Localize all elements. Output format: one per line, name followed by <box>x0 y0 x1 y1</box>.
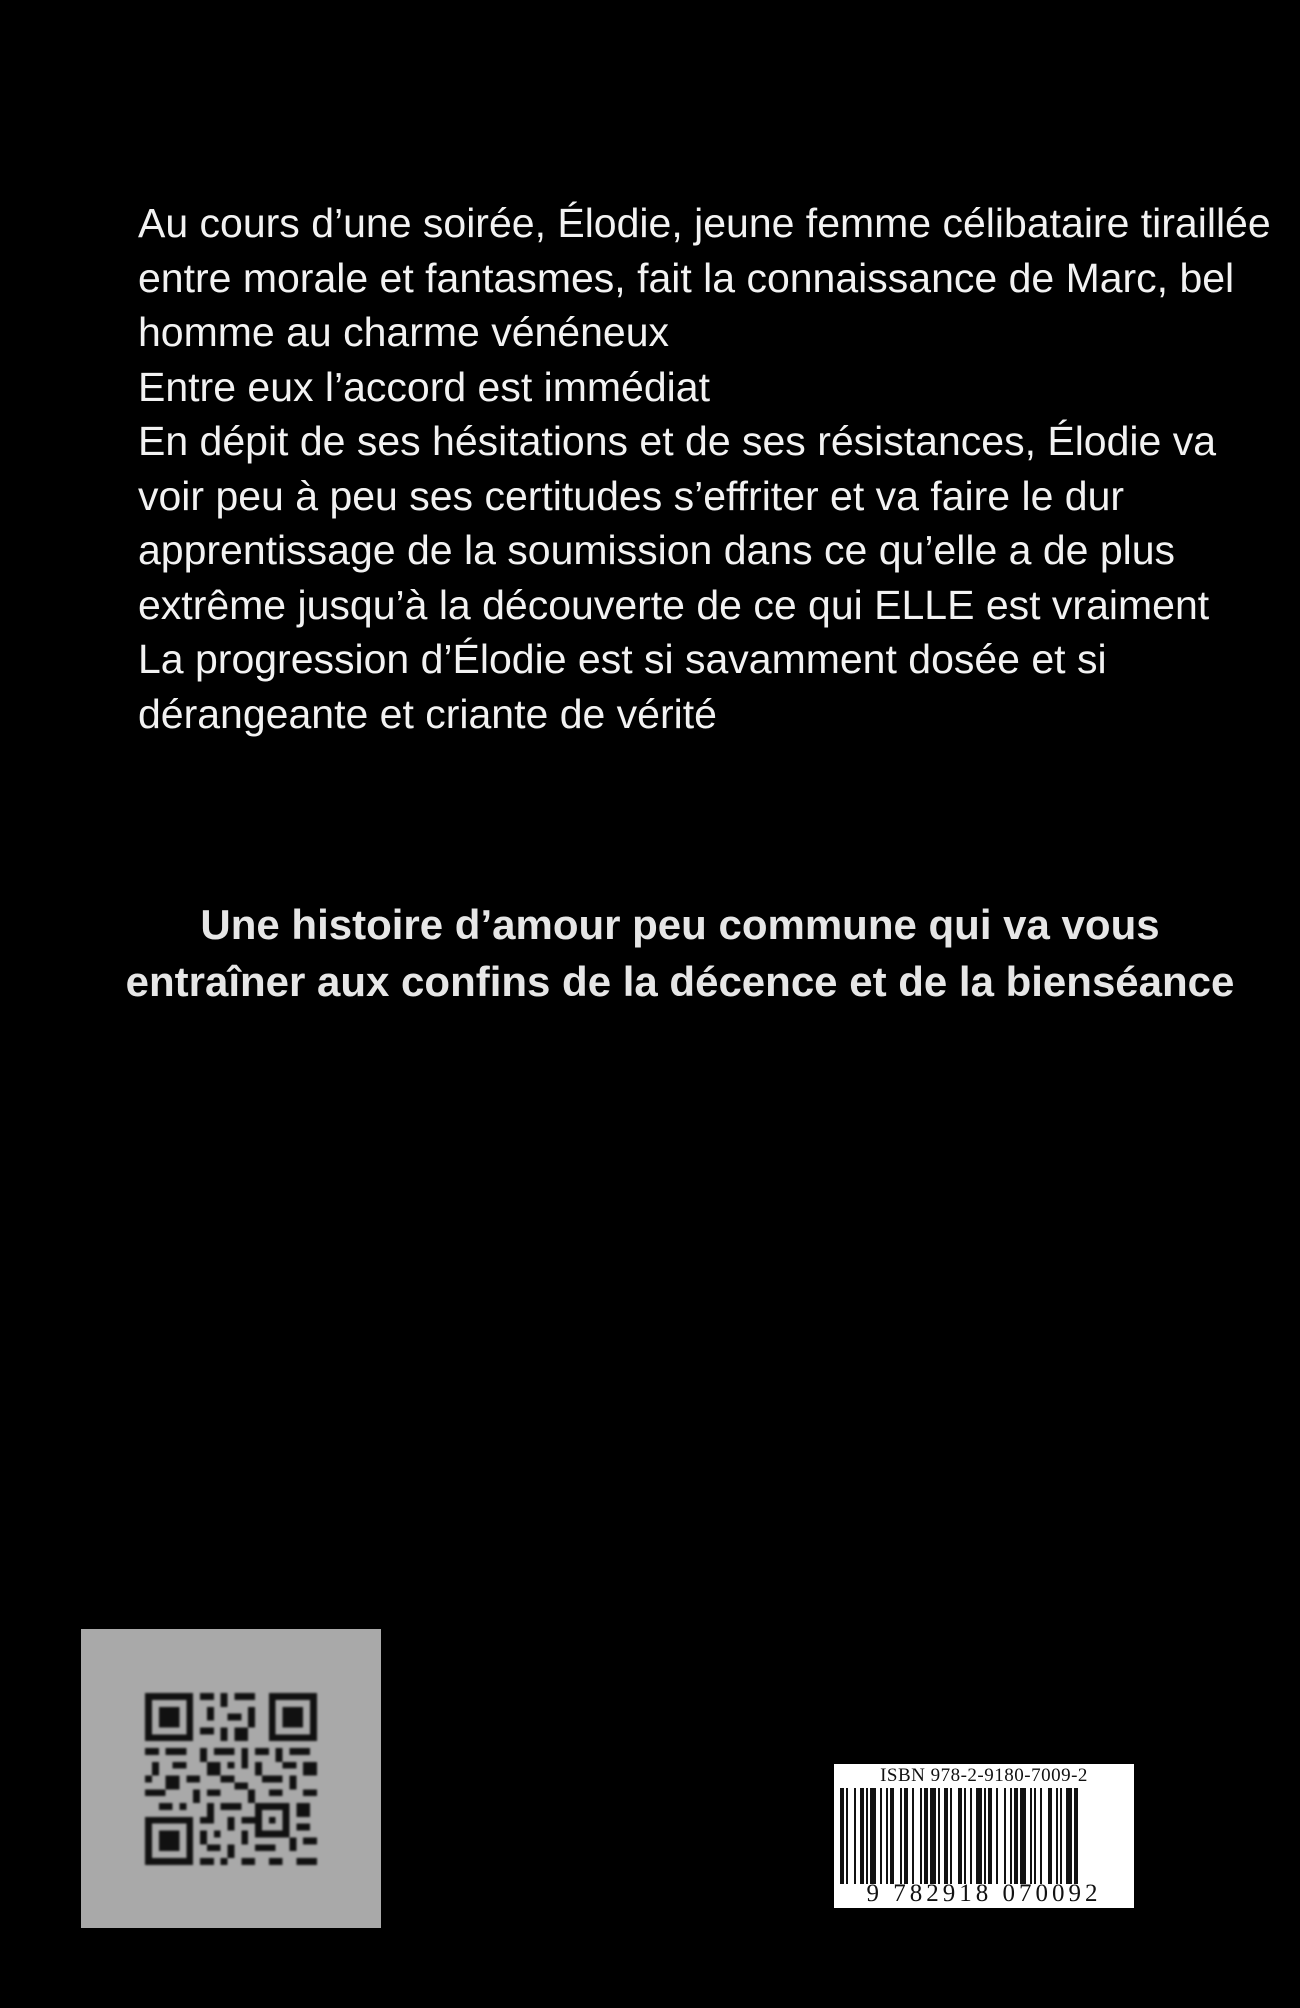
isbn-barcode <box>834 1764 1134 1908</box>
qr-code-panel <box>81 1629 381 1928</box>
isbn-label: ISBN 978-2-9180-7009-2 <box>880 1765 1088 1786</box>
blurb-paragraph: Entre eux l’accord est immédiat <box>138 363 710 410</box>
blurb-paragraph: La progression d’Élodie est si savamment dosée et si dérangeante et criante de vérité <box>138 636 1107 737</box>
barcode-bars-icon <box>840 1788 1128 1884</box>
ean-digits: 9 782918 070092 <box>866 1880 1102 1907</box>
back-cover-blurb <box>138 196 1278 741</box>
blurb-paragraph: En dépit de ses hésitations et de ses résistances, Élodie va voir peu à peu ses certitudes s’effriter et va faire le dur apprentissage de la soumission dans ce qu’elle a de plus extrême jusqu’à la découverte de ce qui ELLE est vraiment <box>138 418 1217 628</box>
blurb-paragraph: Au cours d’une soirée, Élodie, jeune femme célibataire tiraillée entre morale et fantasmes, fait la connaissance de Marc, bel homme au charme vénéneux <box>138 200 1271 355</box>
qr-code-icon <box>145 1693 317 1865</box>
tagline: Une histoire d’amour peu commune qui va vous entraîner aux confins de la décence et de la bienséance <box>125 901 1235 1005</box>
